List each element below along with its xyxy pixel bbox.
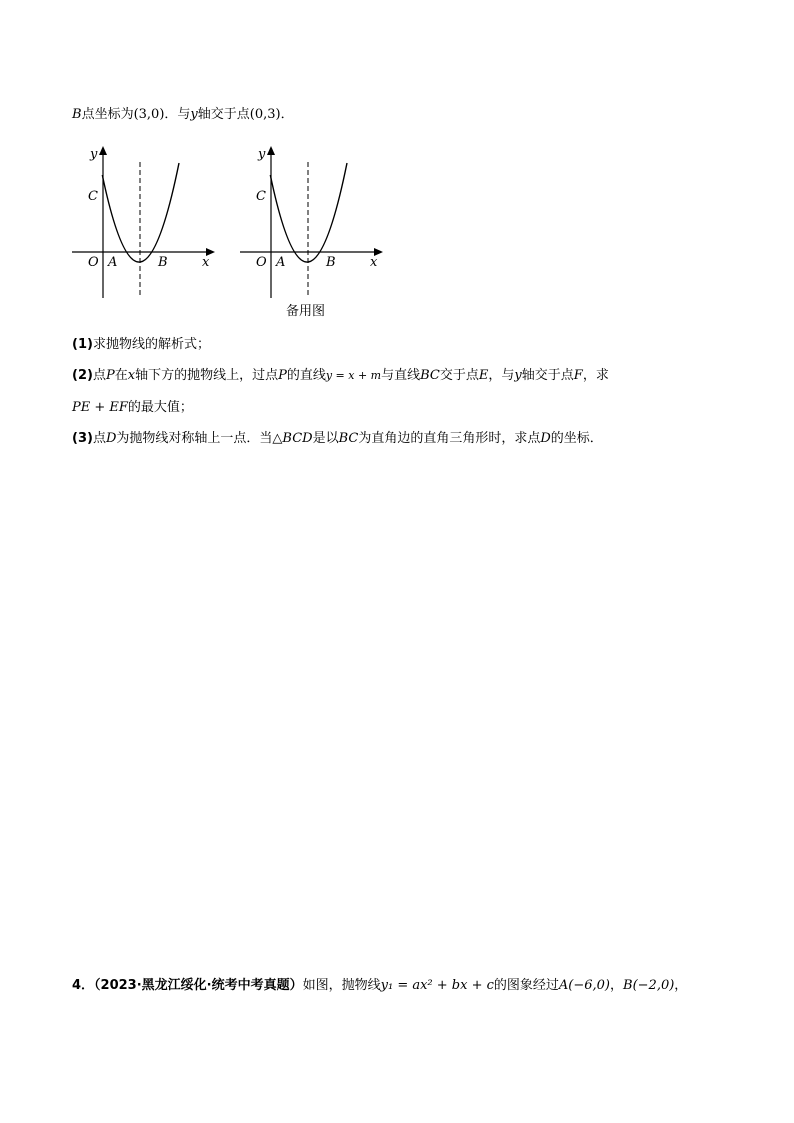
question-1-number: (1): [72, 337, 93, 352]
point-a-coord: A(−6,0): [558, 978, 611, 993]
intro-line: [72, 106, 294, 124]
question-1: [72, 336, 210, 354]
intro-text-3: 轴交于点: [197, 107, 250, 122]
segment-bc: BC: [420, 368, 440, 383]
p4-text-2: 的图象经过: [493, 978, 559, 993]
q3-text-2: 为抛物线对称轴上一点．当: [116, 431, 273, 446]
question-3-number: (3): [72, 431, 93, 446]
parabola-figure-1: [68, 140, 218, 305]
point-b-label-graph: B: [158, 255, 168, 270]
intro-text-4: ．: [280, 107, 294, 122]
q2-text-1: 点: [92, 368, 106, 383]
expression-pe-ef: PE + EF: [72, 400, 128, 415]
q2-text-4: 的直线: [286, 368, 326, 383]
p4-text-1: 如图，抛物线: [302, 978, 381, 993]
parabola-figure-2: [236, 140, 386, 305]
segment-bc-2: BC: [338, 431, 359, 446]
y-axis-arrow: [99, 146, 107, 155]
x-var: x: [127, 368, 136, 383]
q3-text-5: 的坐标．: [550, 431, 603, 446]
point-b-label-graph: B: [326, 255, 336, 270]
problem-4-number: 4．: [72, 978, 95, 993]
point-b-coord: B(−2,0): [623, 978, 675, 993]
y-axis-label: y: [90, 147, 98, 162]
q3-text-1: 点: [92, 431, 106, 446]
q2-text-3: 轴下方的抛物线上，过点: [135, 368, 279, 383]
x-axis-label: x: [202, 255, 210, 270]
point-a-label: A: [108, 255, 118, 270]
q2-text-7: ，与: [488, 368, 515, 383]
x-axis-label: x: [370, 255, 378, 270]
point-a-label: A: [276, 255, 286, 270]
figure-caption: 备用图: [286, 304, 326, 319]
y-var: y: [190, 107, 198, 122]
problem-4: [72, 977, 687, 995]
line-equation: y = x + m: [325, 369, 382, 382]
point-f: F: [573, 368, 583, 383]
point-e: E: [478, 368, 489, 383]
point-d-2: D: [540, 431, 551, 446]
q2-text-8: 轴交于点: [521, 368, 574, 383]
q2-text-10: 的最大值；: [127, 400, 193, 415]
q3-text-4: 为直角边的直角三角形时，求点: [358, 431, 541, 446]
question-2-number: (2): [72, 368, 93, 383]
question-1-text: 求抛物线的解析式；: [92, 337, 210, 352]
point-b-label: B: [72, 107, 82, 122]
problem-4-source: （2023·黑龙江绥化·统考中考真题）: [94, 978, 303, 993]
q2-text-5: 与直线: [381, 368, 421, 383]
point-p: P: [105, 368, 115, 383]
coord-b: (3,0): [133, 107, 165, 122]
y-axis-arrow: [267, 146, 275, 155]
y-axis-label: y: [258, 147, 266, 162]
y-var-2: y: [514, 368, 522, 383]
parabola-curve: [102, 163, 179, 262]
p4-text-4: ，: [674, 978, 688, 993]
point-c-label: C: [88, 189, 98, 204]
q3-text-3: 是以: [312, 431, 339, 446]
question-2-line-2: [72, 399, 193, 417]
parabola-curve: [270, 163, 347, 262]
point-c-label: C: [256, 189, 266, 204]
origin-label: O: [88, 255, 99, 270]
intro-text-2: ．与: [164, 107, 191, 122]
coord-c: (0,3): [249, 107, 281, 122]
question-2-line-1: [72, 367, 609, 385]
triangle-bcd: △BCD: [272, 431, 313, 446]
question-3: [72, 430, 603, 448]
point-p-2: P: [278, 368, 287, 383]
intro-text-1: 点坐标为: [81, 107, 134, 122]
q2-text-6: 交于点: [439, 368, 479, 383]
q2-text-9: ，求: [582, 368, 609, 383]
q2-text-2: 在: [114, 368, 128, 383]
origin-label: O: [256, 255, 267, 270]
p4-text-3: ，: [610, 978, 624, 993]
point-d: D: [105, 431, 117, 446]
parabola-equation: y₁ = ax² + bx + c: [380, 978, 494, 993]
